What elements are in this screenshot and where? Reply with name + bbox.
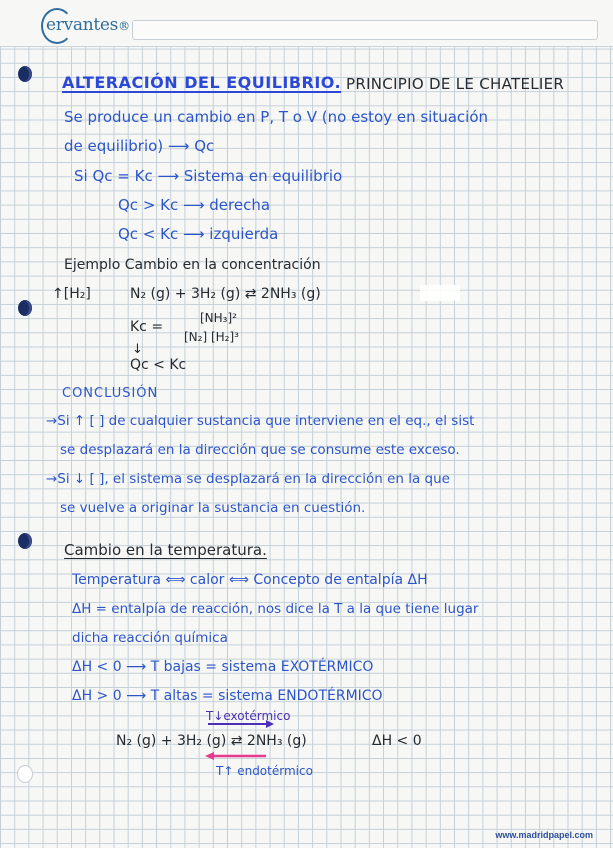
exothermic-label: T↓exotérmico (206, 709, 291, 723)
kc-label: Kc = (130, 319, 164, 335)
brand-logo-registered: ® (118, 19, 130, 33)
temperature-line-3: dicha reacción química (72, 630, 228, 646)
enthalpy-condition: ΔH < 0 (372, 733, 422, 749)
qc-result: Qc < Kc (130, 357, 187, 373)
condition-equal: Si Qc = Kc ⟶ Sistema en equilibrio (74, 167, 343, 185)
temperature-equation: N₂ (g) + 3H₂ (g) ⇄ 2NH₃ (g) (116, 733, 307, 749)
exothermic-arrowhead (266, 720, 274, 728)
temperature-endothermic: ΔH > 0 ⟶ T altas = sistema ENDOTÉRMICO (72, 688, 383, 704)
example-increase: ↑[H₂] (52, 286, 91, 302)
brand-logo-text: ervantes (46, 15, 119, 35)
note-title: ALTERACIÓN DEL EQUILIBRIO. (62, 73, 342, 92)
kc-down-arrow: ↓ (132, 342, 143, 357)
example-equation: N₂ (g) + 3H₂ (g) ⇄ 2NH₃ (g) (130, 286, 321, 302)
example-title: Ejemplo Cambio en la concentración (64, 257, 321, 273)
condition-greater: Qc > Kc ⟶ derecha (118, 196, 271, 214)
kc-numerator: [NH₃]² (200, 311, 237, 325)
footer-url: www.madridpapel.com (495, 830, 593, 840)
conclusion-line-2: se desplazará en la dirección que se consume este exceso. (60, 442, 460, 458)
conclusion-line-4: se vuelve a originar la sustancia en cuestión. (60, 500, 366, 516)
conclusion-title: CONCLUSIÓN (62, 386, 159, 401)
intro-line-1: Se produce un cambio en P, T o V (no estoy en situación (64, 108, 488, 126)
kc-denominator: [N₂] [H₂]³ (184, 330, 239, 344)
conclusion-line-3: →Si ↓ [ ], el sistema se desplazará en la dirección en la que (46, 471, 450, 487)
note-subtitle: PRINCIPIO DE LE CHATELIER (346, 75, 565, 93)
temperature-title: Cambio en la temperatura. (64, 541, 267, 559)
condition-less: Qc < Kc ⟶ izquierda (118, 225, 279, 243)
endothermic-arrowhead (205, 752, 214, 760)
conclusion-line-1: →Si ↑ [ ] de cualquier sustancia que interviene en el eq., el sist (46, 413, 475, 429)
temperature-line-1: Temperatura ⟺ calor ⟺ Concepto de entalpía ΔH (72, 572, 428, 588)
temperature-exothermic: ΔH < 0 ⟶ T bajas = sistema EXOTÉRMICO (72, 659, 374, 675)
intro-line-2: de equilibrio) ⟶ Qc (64, 137, 215, 155)
endothermic-label: T↑ endotérmico (216, 764, 313, 778)
temperature-line-2: ΔH = entalpía de reacción, nos dice la T a la que tiene lugar (72, 601, 479, 617)
